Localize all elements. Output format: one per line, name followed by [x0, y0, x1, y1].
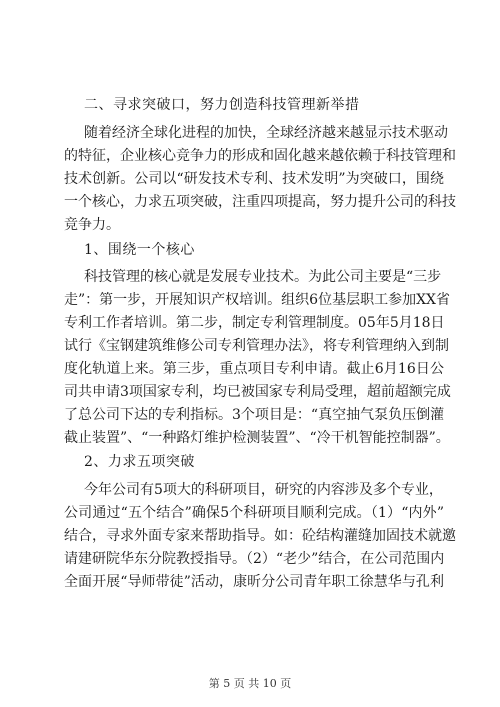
paragraph-line: 全面开展“导师带徒”活动，康昕分公司青年职工徐慧华与孔利 [64, 574, 444, 590]
page-number-footer: 第 5 页 共 10 页 [208, 677, 292, 690]
paragraph-line: 技术创新。公司以“研发技术专利、技术发明”为突破口，围绕 [64, 171, 444, 187]
paragraph-line: 走”：第一步，开展知识产权培训。组织6位基层职工参加XX省 [64, 292, 450, 308]
paragraph-line: 试行《宝钢建筑维修公司专利管理办法》，将专利管理纳入到制 [64, 338, 449, 354]
paragraph-line: 的特征，企业核心竞争力的形成和固化越来越依赖于科技管理和 [64, 148, 456, 164]
paragraph-line: 结合，寻求外面专家来帮助指导。如：砼结构灌缝加固技术就邀 [64, 528, 456, 544]
paragraph-line: 公司通过“五个结合”确保5个科研项目顺利完成。（1）“内外” [64, 505, 444, 521]
paragraph-line: 竞争力。 [64, 217, 120, 233]
paragraph-line: 一个核心，力求五项突破，注重四项提高，努力提升公司的科技 [64, 194, 456, 210]
paragraph-line: 了总公司下达的专利指标。3个项目是：“真空抽气泵负压倒灌 [64, 407, 445, 423]
paragraph-line: 度化轨道上来。第三步，重点项目专利申请。截止6月16日公 [64, 361, 444, 377]
subsection-heading-1: 1、围绕一个核心 [84, 242, 195, 258]
paragraph-line: 截止装置”、“一种路灯维护检测装置”、“冷干机智能控制器”。 [64, 430, 450, 446]
subsection-heading-2: 2、力求五项突破 [84, 454, 195, 470]
paragraph-line: 今年公司有5项大的科研项目，研究的内容涉及多个专业， [84, 482, 443, 498]
section-heading: 二、寻求突破口，努力创造科技管理新举措 [84, 97, 360, 113]
paragraph-line: 科技管理的核心就是发展专业技术。为此公司主要是“三步 [84, 269, 442, 285]
paragraph-line: 随着经济全球化进程的加快，全球经济越来越显示技术驱动 [84, 125, 448, 141]
paragraph-line: 专利工作者培训。第二步，制定专利管理制度。05年5月18日 [64, 315, 445, 331]
paragraph-line: 司共申请3项国家专利，均已被国家专利局受理，超前超额完成 [64, 384, 451, 400]
paragraph-line: 请建研院华东分院教授指导。（2）“老少”结合，在公司范围内 [64, 551, 445, 567]
